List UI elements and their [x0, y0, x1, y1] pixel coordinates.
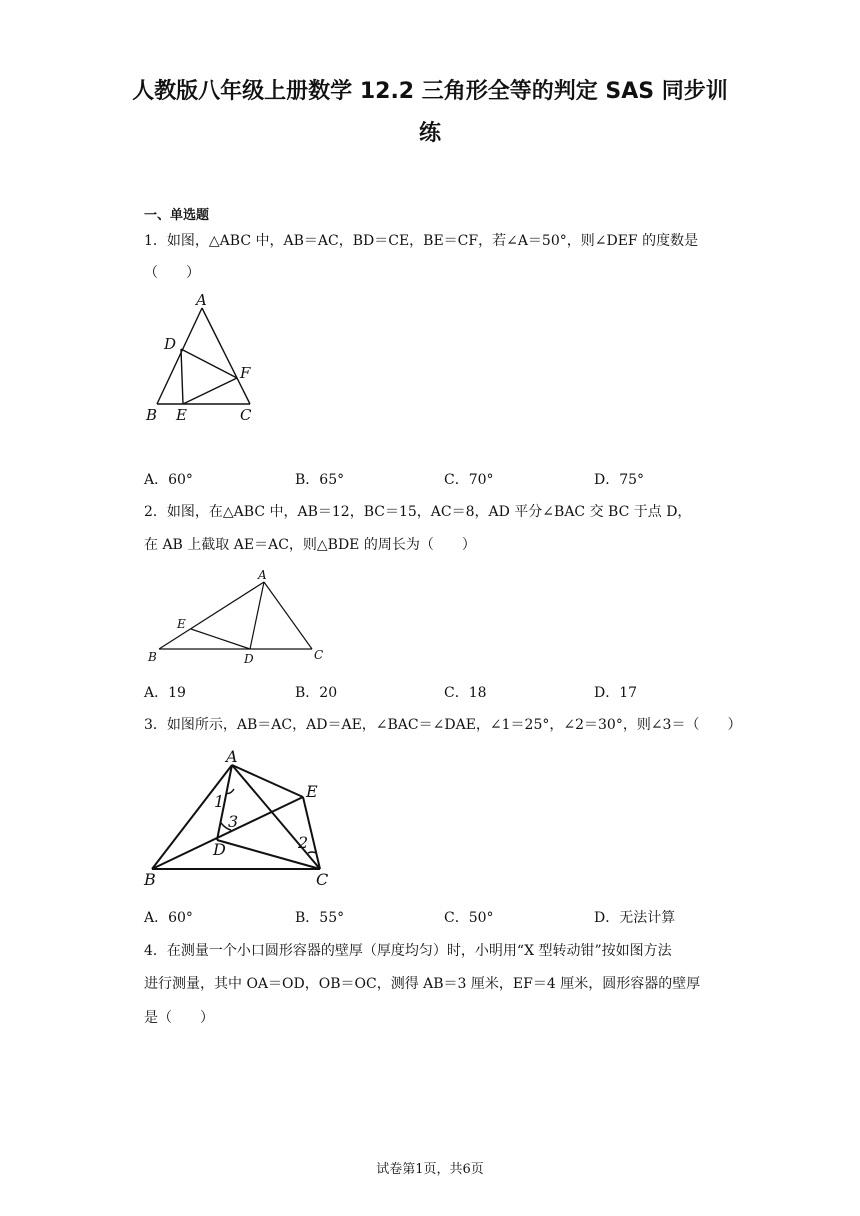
vertex-c-label: C	[314, 648, 324, 662]
question-3-option-b[interactable]: B．55°	[295, 910, 345, 926]
question-1-option-a[interactable]: A．60°	[144, 472, 193, 488]
question-1-figure	[140, 290, 280, 430]
segment-ac	[202, 308, 250, 404]
angle-2-arc	[308, 852, 316, 853]
vertex-b-label: B	[144, 870, 156, 889]
page-title-continued: 练	[418, 121, 441, 146]
question-4-text-line3: 是（ ）	[144, 1010, 214, 1026]
section-heading: 一、单选题	[144, 208, 210, 223]
angle-2-label: 2	[298, 833, 309, 852]
vertex-d-label: D	[213, 840, 226, 859]
angle-3-label: 3	[228, 812, 239, 831]
segment-ae	[232, 765, 303, 797]
segment-de	[181, 349, 183, 404]
page-footer: 试卷第1页，共6页	[376, 1162, 484, 1177]
vertex-a-label: A	[226, 747, 238, 766]
question-2-option-c[interactable]: C．18	[444, 685, 487, 701]
vertex-e-label: E	[177, 617, 186, 631]
vertex-a-label: A	[196, 291, 207, 309]
question-3-option-c[interactable]: C．50°	[444, 910, 494, 926]
question-1-text: 1．如图，△ABC 中，AB＝AC，BD＝CE，BE＝CF，若∠A＝50°，则∠DEF 的度数是	[144, 233, 699, 249]
question-2-option-b[interactable]: B．20	[295, 685, 338, 701]
page-title: 人教版八年级上册数学 12.2 三角形全等的判定 SAS 同步训	[132, 79, 728, 104]
question-1-option-b[interactable]: B．65°	[295, 472, 345, 488]
vertex-b-label: B	[146, 406, 158, 424]
vertex-e-label: E	[306, 782, 318, 801]
question-1-blank: （ ）	[144, 265, 200, 281]
question-4-text-line2: 进行测量，其中 OA＝OD，OB＝OC，测得 AB＝3 厘米，EF＝4 厘米，圆形容器的壁厚	[144, 976, 701, 992]
vertex-d-label: D	[164, 335, 177, 353]
segment-ab	[159, 582, 264, 649]
question-1-option-c[interactable]: C．70°	[444, 472, 494, 488]
question-2-text: 2．如图，在△ABC 中，AB＝12，BC＝15，AC＝8，AD 平分∠BAC 交 BC 于点 D，	[144, 504, 692, 520]
vertex-f-label: F	[240, 364, 251, 382]
segment-df	[181, 349, 237, 378]
vertex-b-label: B	[148, 650, 157, 664]
segment-ed	[191, 629, 250, 649]
question-3-option-d[interactable]: D．无法计算	[594, 910, 676, 926]
segment-ef	[183, 378, 237, 404]
question-3-text: 3．如图所示，AB＝AC，AD＝AE，∠BAC＝∠DAE，∠1＝25°，∠2＝30°，则∠3＝（ ）	[144, 717, 742, 733]
vertex-c-label: C	[240, 406, 252, 424]
vertex-a-label: A	[258, 568, 267, 582]
question-1-option-d[interactable]: D．75°	[594, 472, 645, 488]
vertex-e-label: E	[176, 406, 187, 424]
vertex-c-label: C	[316, 870, 329, 889]
angle-1-label: 1	[214, 792, 225, 811]
question-4-text: 4．在测量一个小口圆形容器的壁厚（厚度均匀）时，小明用“X 型转动钳”按如图方法	[144, 943, 672, 959]
question-3-figure	[140, 745, 340, 895]
segment-ac	[264, 582, 312, 649]
question-2-option-a[interactable]: A．19	[144, 685, 186, 701]
vertex-d-label: D	[244, 652, 254, 666]
question-2-option-d[interactable]: D．17	[594, 685, 638, 701]
segment-ad	[250, 582, 264, 649]
question-2-figure	[140, 565, 340, 670]
question-3-option-a[interactable]: A．60°	[144, 910, 193, 926]
question-2-text-line2: 在 AB 上截取 AE＝AC，则△BDE 的周长为（ ）	[144, 537, 476, 553]
